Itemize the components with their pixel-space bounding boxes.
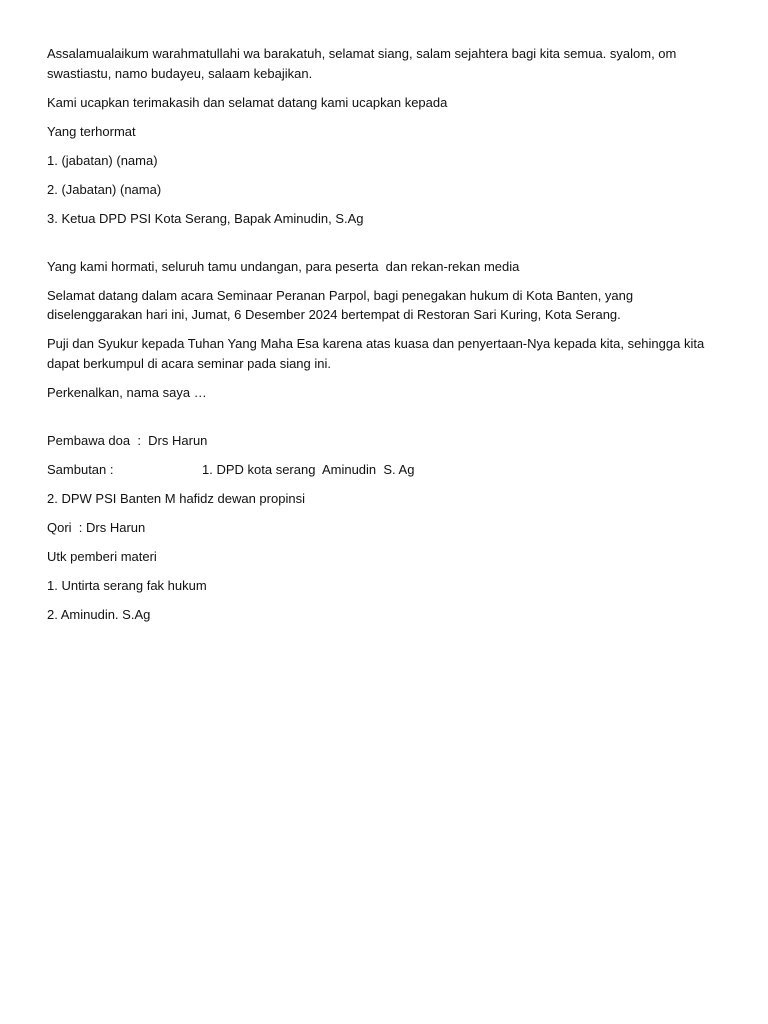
honored-heading: Yang terhormat [47, 123, 136, 139]
welcome-paragraph: Selamat datang dalam acara Seminaar Peranan Parpol, bagi penegakan hukum di Kota Banten, yang diselenggarakan hari ini, Jumat, 6 Desember 2024 bertempat di Restoran Sari Kuring, Kota Serang. [47, 287, 637, 322]
greeting-paragraph: Assalamualaikum warahmatullahi wa barakatuh, selamat siang, salam sejahtera bagi kita semua. syalom, om swastiastu, namo budayeu, salaam kebajikan. [47, 46, 680, 81]
honored-item-1: 1. (jabatan) (nama) [47, 152, 158, 168]
document-page [47, 44, 727, 634]
materials-item-2: 2. Aminudin. S.Ag [47, 606, 151, 622]
speech-value: 1. DPD kota serang Aminudin S. Ag [202, 461, 415, 477]
honored-item-3: 3. Ketua DPD PSI Kota Serang, Bapak Aminudin, S.Ag [47, 210, 364, 226]
prayer-leader-line: Pembawa doa : Drs Harun [47, 432, 208, 448]
praise-paragraph: Puji dan Syukur kepada Tuhan Yang Maha Esa karena atas kuasa dan penyertaan-Nya kepada kita, sehingga kita dapat berkumpul di acara seminar pada siang ini. [47, 336, 708, 371]
speech-label: Sambutan : [47, 461, 114, 477]
spacer [47, 238, 727, 257]
materials-heading: Utk pemberi materi [47, 548, 157, 564]
speech-item-2: 2. DPW PSI Banten M hafidz dewan propinsi [47, 490, 305, 506]
materials-item-1: 1. Untirta serang fak hukum [47, 577, 207, 593]
respected-paragraph: Yang kami hormati, seluruh tamu undangan, para peserta dan rekan-rekan media [47, 258, 520, 274]
spacer [47, 412, 727, 431]
thanks-paragraph: Kami ucapkan terimakasih dan selamat datang kami ucapkan kepada [47, 94, 448, 110]
speech-line [47, 460, 727, 480]
qori-line: Qori : Drs Harun [47, 519, 146, 535]
intro-paragraph: Perkenalkan, nama saya … [47, 384, 207, 400]
honored-item-2: 2. (Jabatan) (nama) [47, 181, 162, 197]
